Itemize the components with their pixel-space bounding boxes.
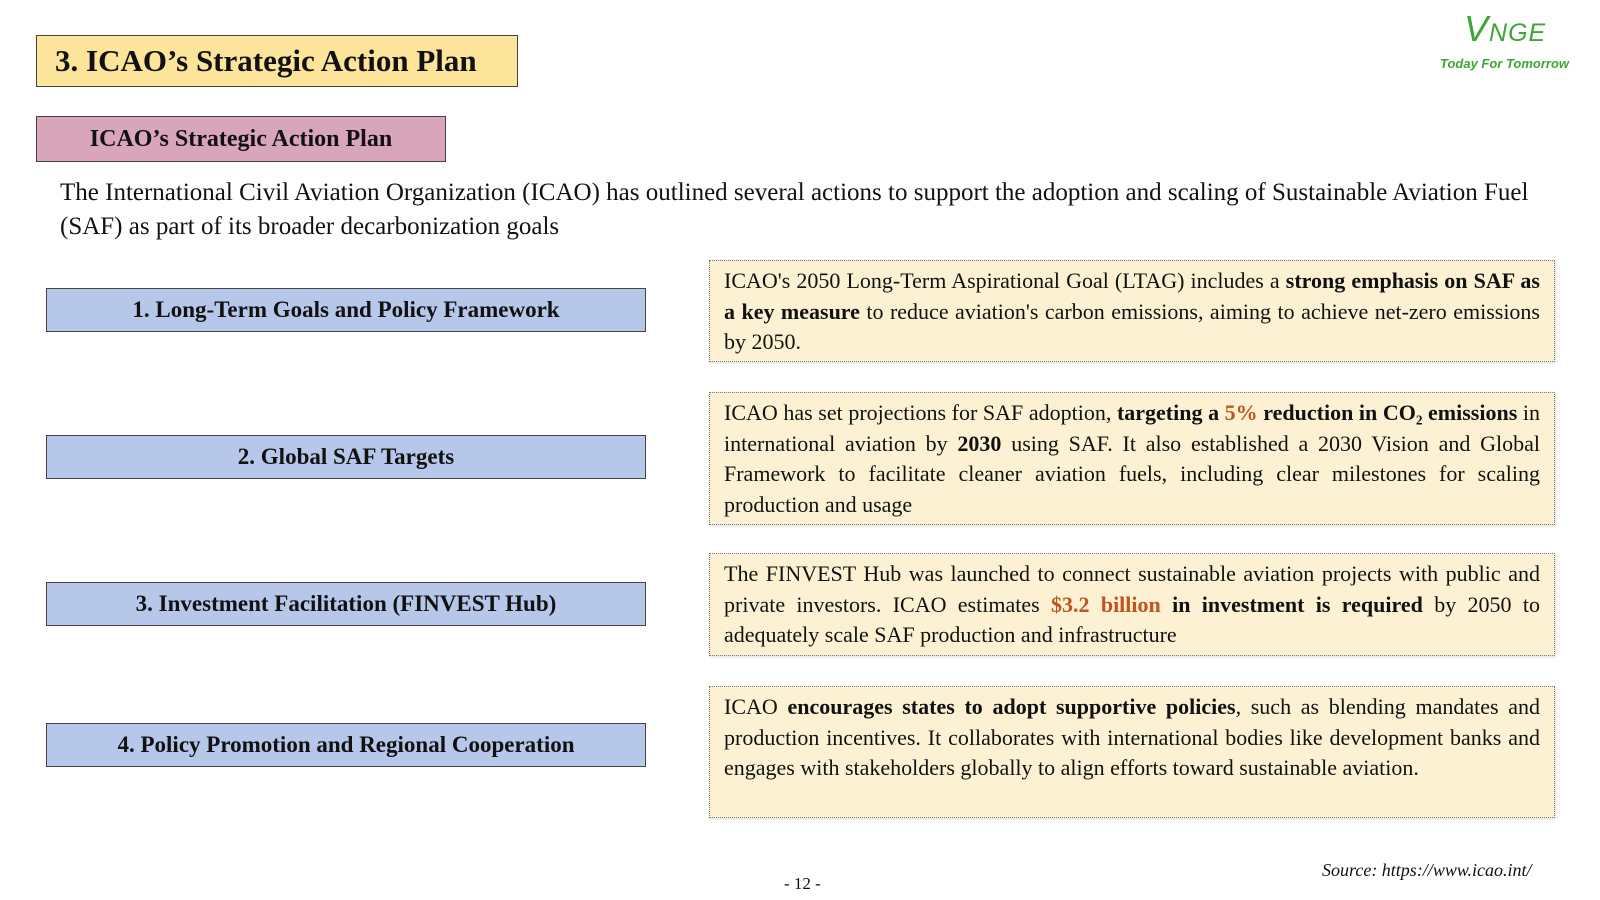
slide-title: 3. ICAO’s Strategic Action Plan	[36, 35, 518, 87]
action-description-3: The FINVEST Hub was launched to connect sustainable aviation projects with public and private investors. ICAO estimates $3.2 billion in investment is required by 2050 to adequately scale SAF production and infrastructure	[709, 553, 1555, 656]
logo-mark: VNGE	[1464, 8, 1547, 49]
page-number: - 12 -	[784, 874, 821, 893]
action-label-4: 4. Policy Promotion and Regional Cooperation	[46, 723, 646, 767]
action-label-3: 3. Investment Facilitation (FINVEST Hub)	[46, 582, 646, 626]
logo-tagline: Today For Tomorrow	[1440, 56, 1570, 71]
vnge-logo	[1440, 8, 1595, 78]
highlight-investment-amount: $3.2 billion	[1051, 591, 1161, 617]
action-description-2: ICAO has set projections for SAF adoption, targeting a 5% reduction in CO₂ emissions in international aviation by 2030 using SAF. It also established a 2030 Vision and Global Framework to facilitate cleaner aviation fuels, including clear milestones for scaling production and usage	[709, 392, 1555, 525]
section-subtitle: ICAO’s Strategic Action Plan	[36, 116, 446, 162]
action-label-1: 1. Long-Term Goals and Policy Framework	[46, 288, 646, 332]
action-description-1: ICAO's 2050 Long-Term Aspirational Goal (LTAG) includes a strong emphasis on SAF as a key measure to reduce aviation's carbon emissions, aiming to achieve net-zero emissions by 2050.	[709, 260, 1555, 362]
action-label-2: 2. Global SAF Targets	[46, 435, 646, 479]
highlight-5-percent: 5%	[1224, 400, 1258, 425]
action-description-4: ICAO encourages states to adopt supportive policies, such as blending mandates and production incentives. It collaborates with international bodies like development banks and engages with stakeholders globally to align efforts toward sustainable aviation.	[709, 686, 1555, 818]
source-citation: Source: https://www.icao.int/	[1322, 860, 1532, 880]
intro-paragraph: The International Civil Aviation Organization (ICAO) has outlined several actions to support the adoption and scaling of Sustainable Aviation Fuel (SAF) as part of its broader decarbonization goals	[60, 179, 1529, 240]
